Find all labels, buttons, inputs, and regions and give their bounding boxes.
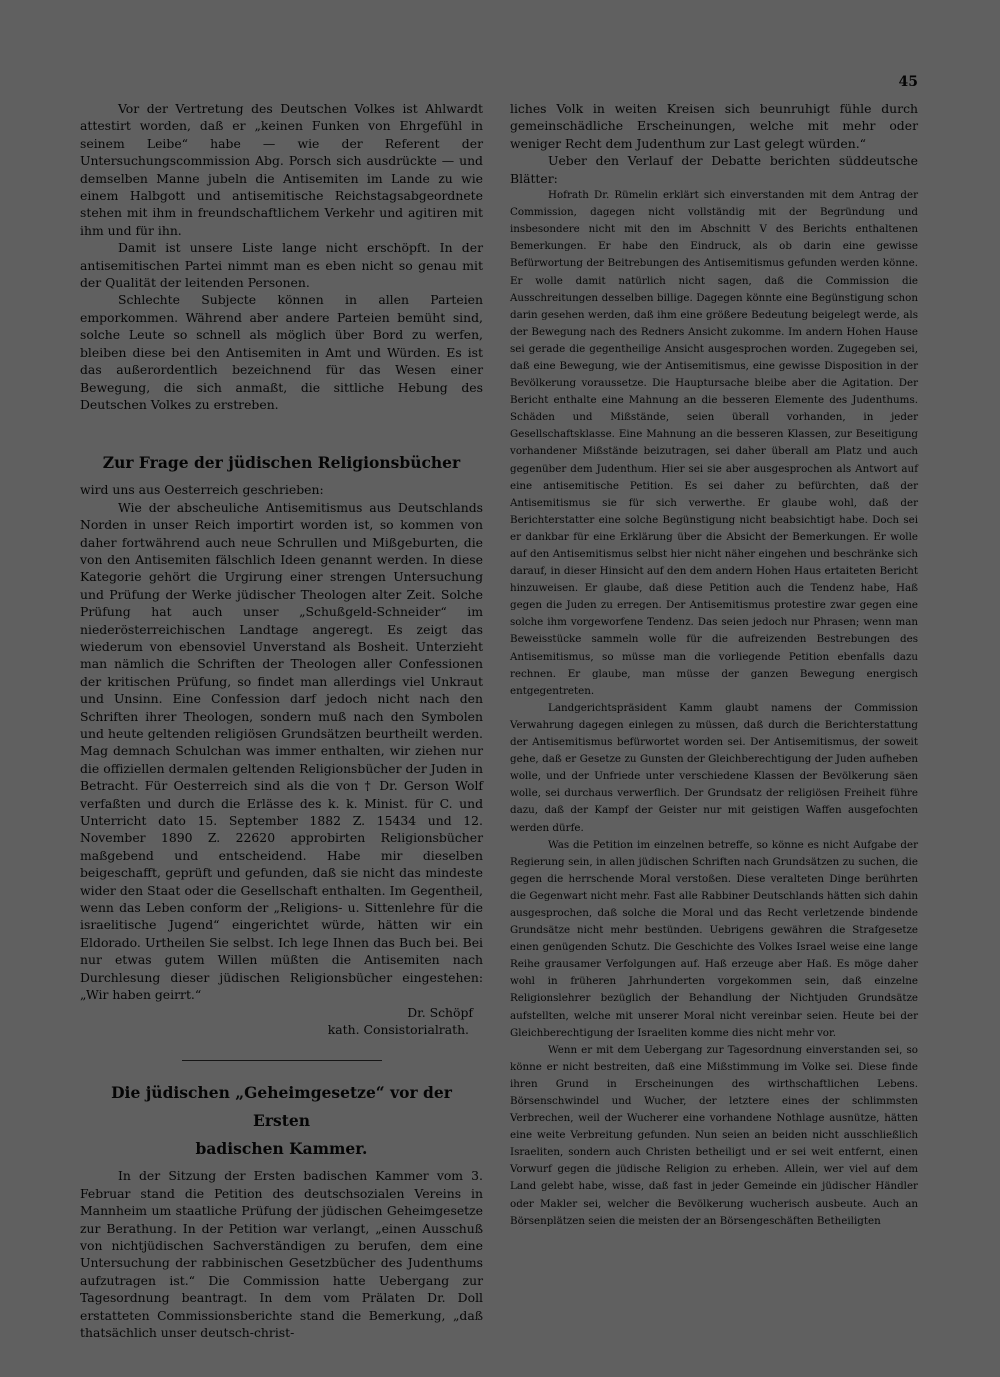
section-divider <box>182 1060 382 1061</box>
paragraph: liches Volk in weiten Kreisen sich beunruhigt fühle durch gemeinschädliche Erscheinungen, welche mit mehr oder weniger Recht dem Judenthum zur Last gelegt würden.“ <box>510 101 918 151</box>
article-heading <box>80 1079 483 1163</box>
paragraph: In der Sitzung der Ersten badischen Kammer vom 3. Februar stand die Petition des deutschsozialen Vereins in Mannheim um staatliche Prüfung der jüdischen Geheimgesetze zur Berathung. In der Petition war verlangt, „einen Ausschuß von nichtjüdischen Sachverständigen zu berufen, dem eine Untersuchung der rabbinischen Gesetzbücher des Judenthums aufzutragen ist.“ Die Commission hatte Uebergang zur Tagesordnung beantragt. In dem vom Prälaten Dr. Doll erstatteten Commissionsberichte stand die Bemerkung, „daß thatsächlich unser deutsch-christ- <box>80 1168 483 1340</box>
paragraph: Ueber den Verlauf der Debatte berichten süddeutsche Blätter: <box>510 153 918 186</box>
heading-line: Die jüdischen „Geheimgesetze“ vor der Ersten <box>111 1083 452 1131</box>
paragraph: Schlechte Subjecte können in allen Parteien emporkommen. Während aber andere Parteien bemüht sind, solche Leute so schnell als möglich über Bord zu werfen, bleiben diese bei den Antisemiten in Amt und Würden. Es ist das außerordentlich bezeichnend für das Wesen einer Bewegung, die sich anmaßt, die sittliche Hebung des Deutschen Volkes zu erstreben. <box>80 292 483 412</box>
signature-name: Dr. Schöpf <box>407 1004 473 1020</box>
paragraph: Hofrath Dr. Rümelin erklärt sich einverstanden mit dem Antrag der Commission, dagegen nicht vollständig mit der Begründung und insbesondere nicht mit den im Abschnitt V des Berichts enthaltenen Bemerkungen. Er habe den Eindruck, als ob darin eine gewisse Befürwortung der Beitrebungen des Antisemitismus gefunden werden könne. Er wolle damit natürlich nicht sagen, daß die Commission die Ausschreitungen desselben billige. Dagegen könnte eine Begünstigung schon darin gesehen werden, daß ihm eine größere Bedeutung beigelegt werde, als der Bewegung nach des Redners Ansicht zukomme. Im andern Hohen Hause sei gerade die gegentheilige Ansicht ausgesprochen worden. Zugegeben sei, daß eine Bewegung, wie der Antisemitismus, eine gewisse Disposition in der Bevölkerung voraussetze. Die Hauptursache bleibe aber die Agitation. Der Bericht enthalte eine Mahnung an die besseren Elemente des Judenthums. Schäden und Mißstände, seien überall vorhanden, in jeder Gesellschaftsklasse. Eine Mahnung an die besseren Klassen, zur Beseitigung vorhandener Mißstände beizutragen, sei daher überall am Platz und auch gegenüber dem Judenthum. Hier sei sie aber ausgesprochen als Antwort auf eine antisemitische Petition. Es sei daher zu befürchten, daß der Antisemitismus sie für sich verwerthe. Er glaube wohl, daß der Berichterstatter eine solche Begünstigung nicht beabsichtigt habe. Doch sei er dankbar für eine Erklärung über die Absicht der Bemerkungen. Er wolle auf den Antisemitismus selbst hier nicht näher eingehen und beschränke sich darauf, in dieser Hinsicht auf den dem andern Hohen Haus ertaiteten Bericht hinzuweisen. Er glaube, daß diese Petition auch die Tendenz habe, Haß gegen die Juden zu erregen. Der Antisemitismus protestire zwar gegen eine solche ihm vorgeworfene Tendenz. Das seien jedoch nur Phrasen; wenn man Beweisstücke sammeln wolle für die aufreizenden Bestrebungen des Antisemitismus, so müsse man die vorliegende Petition ebenfalls dazu rechnen. Er glaube, man müsse der ganzen Bewegung energisch entgegentreten. <box>510 189 918 697</box>
signature-title: kath. Consistorialrath. <box>327 1021 469 1037</box>
paragraph: wird uns aus Oesterreich geschrieben: <box>80 482 324 498</box>
paragraph: Wie der abscheuliche Antisemitismus aus Deutschlands Norden in unser Reich importirt worden ist, so kommen von daher fortwährend auch neue Schrullen und Mißgeburten, die von den Antisemiten fälschlich Ideen genannt werden. In diese Kategorie gehört die Urgirung einer strengen Untersuchung und Prüfung der Werke jüdischer Theologen alter Zeit. Solche Prüfung hat auch unser „Schußgeld-Schneider“ im niederösterreichischen Landtage angeregt. Es zeigt das wiederum von ebensoviel Unverstand als Bosheit. Unterzieht man nämlich die Schriften der Theologen aller Confessionen der kritischen Prüfung, so findet man allerdings viel Unkraut und Unsinn. Eine Confession darf jedoch nicht nach den Schriften ihrer Theologen, sondern muß nach den Symbolen und heute geltenden religiösen Grundsätzen beurtheilt werden. Mag demnach Schulchan was immer enthalten, wir ziehen nur die offiziellen dermalen geltenden Religionsbücher der Juden in Betracht. Für Oesterreich sind als die von † Dr. Gerson Wolf verfaßten und durch die Erlässe des k. k. Minist. für C. und Unterricht dato 15. September 1882 Z. 15434 und 12. November 1890 Z. 22620 approbirten Religionsbücher maßgebend und entscheidend. Habe mir dieselben beigeschafft, geprüft und gefunden, daß sie nicht das mindeste wider den Staat oder die Gesellschaft enthalten. Im Gegentheil, wenn das Leben conform der „Religions- u. Sittenlehre für die israelitische Jugend“ eingerichtet würde, hätten wir ein Eldorado. Urtheilen Sie selbst. Ich lege Ihnen das Buch bei. Bei nur etwas gutem Willen müßten die Antisemiten nach Durchlesung dieser jüdischen Religionsbücher eingestehen: „Wir haben geirrt.“ <box>80 499 483 1003</box>
paragraph: Damit ist unsere Liste lange nicht erschöpft. In der antisemitischen Partei nimmt man es eben nicht so genau mit der Qualität der leitenden Personen. <box>80 240 483 291</box>
paragraph: Vor der Vertretung des Deutschen Volkes ist Ahlwardt attestirt worden, daß er „keinen Funken von Ehrgefühl in seinem Leibe“ habe — wie der Referent der Untersuchungscommission Abg. Porsch sich ausdrückte — und demselben Manne jubeln die Antisemiten im Lande zu wie einem Halbgott und antisemitische Reichstagsabgeordnete stehen mit ihm in freundschaftlichem Verkehr und agitiren mit ihm und für ihn. <box>80 101 483 238</box>
heading-line: badischen Kammer. <box>195 1139 368 1159</box>
left-column <box>80 100 483 1341</box>
page-number: 45 <box>898 74 918 90</box>
paragraph: Wenn er mit dem Uebergang zur Tagesordnung einverstanden sei, so könne er nicht bestreiten, daß eine Mißstimmung im Volke sei. Diese finde ihren Grund in Erscheinungen des wirthschaftlichen Lebens. Börsenschwindel und Wucher, der letztere eines der schlimmsten Verbrechen, weil der Wucherer eine vorhandene Nothlage ausnütze, hätten eine weite Verbreitung gefunden. Nun seien an beiden nicht ausschließlich Israeliten, sondern auch Christen betheiligt und er sei weit entfernt, einen Vorwurf gegen die jüdische Religion zu erheben. Allein, wer viel auf dem Land gelebt habe, wisse, daß fast in jeder Gemeinde ein jüdischer Händler oder Makler sei, welcher die Bevölkerung wucherisch ausbeute. Auch an Börsenplätzen seien die meisten der an Börsengeschäften Betheiligten <box>510 1043 918 1227</box>
paragraph: Was die Petition im einzelnen betreffe, so könne es nicht Aufgabe der Regierung sein, in allen jüdischen Schriften nach Grundsätzen zu suchen, die gegen die herrschende Moral verstoßen. Diese veralteten Dinge berührten die Gegenwart nicht mehr. Fast alle Rabbiner Deutschlands hätten sich dahin ausgesprochen, daß solche die Moral und das Recht verletzende bindende Grundsätze nicht mehr bestünden. Uebrigens gewähren die Strafgesetze einen genügenden Schutz. Die Geschichte des Volkes Israel weise eine lange Reihe grausamer Verfolgungen auf. Haß erzeuge aber Haß. Es möge daher wohl in früheren Jahrhunderten vorgekommen sein, daß einzelne Religionslehrer bezüglich der Behandlung der Nichtjuden Grundsätze aufstellten, welche mit unserer Moral nicht vereinbar seien. Heute bei der Gleichberechtigung der Israeliten komme dies nicht mehr vor. <box>510 838 918 1039</box>
paragraph: Landgerichtspräsident Kamm glaubt namens der Commission Verwahrung dagegen einlegen zu müssen, daß durch die Berichterstattung der Antisemitismus befürwortet worden sei. Der Antisemitismus, der soweit gehe, daß er Gesetze zu Gunsten der Gleichberechtigung der Juden aufheben wolle, und der Unfriede unter verschiedene Klassen der Bevölkerung säen wolle, sei durchaus verwerflich. Der Grundsatz der religiösen Freiheit führe dazu, daß der Kampf der Geister nur mit geistigen Waffen ausgefochten werden dürfe. <box>510 701 918 834</box>
article-heading: Zur Frage der jüdischen Religionsbücher <box>102 453 461 473</box>
right-column <box>510 100 918 1230</box>
